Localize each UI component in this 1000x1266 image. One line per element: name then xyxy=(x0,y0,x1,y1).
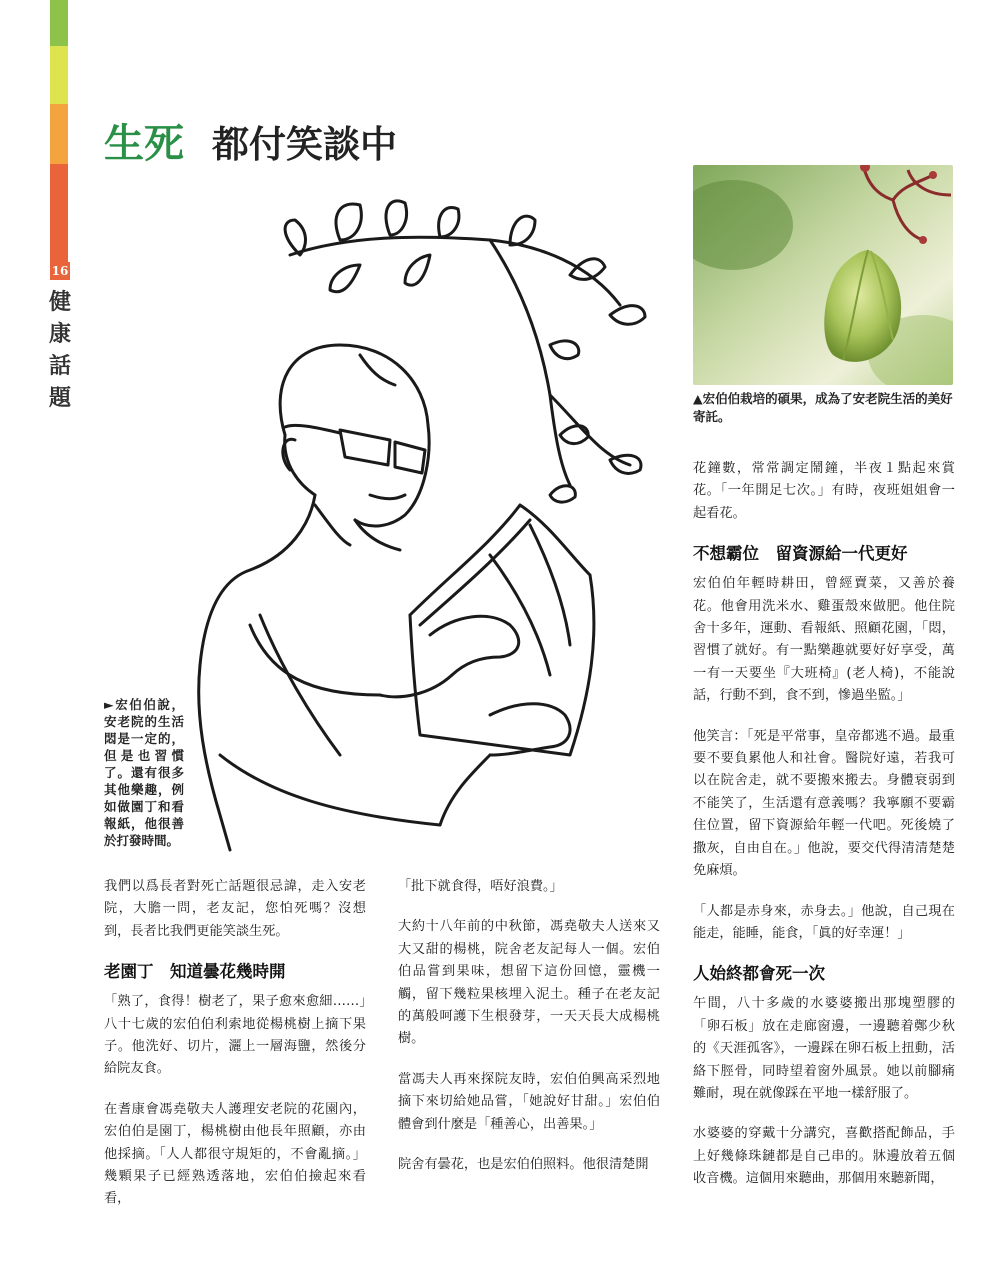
paragraph: 花鐘數，常常調定鬧鐘，半夜１點起來賞花。「一年開足七次。」有時，夜班姐姐會一起看花。 xyxy=(693,461,955,521)
paragraph: 他笑言：「死是平常事，皇帝都逃不過。最重要不要負累他人和社會。醫院好遠，若我可以在院舍走，就不要搬來搬去。身體衰弱到不能笑了，生活還有意義嗎？我寧願不要霸住位置，留下資源給年輕一代吧。死後燒了撒灰，自由自在。」他說，要交代得清清楚楚免麻煩。 xyxy=(693,728,955,879)
elderly-man-reading-illustration xyxy=(190,195,670,855)
paragraph: 大約十八年前的中秋節，馮堯敬夫人送來又大又甜的楊桃，院舍老友記每人一個。宏伯伯品嘗到果味，想留下這份回憶，靈機一觸，留下幾粒果核埋入泥土。種子在老友記的萬般呵護下生根發芽，一天天長大成楊桃樹。 xyxy=(398,919,660,1047)
section-label: 健康話題 xyxy=(48,289,71,411)
photo-caption: ▲宏伯伯栽培的碩果，成為了安老院生活的美好寄託。 xyxy=(693,391,953,424)
paragraph: 我們以爲長者對死亡話題很忌諱，走入安老院，大膽一問，老友記，您怕死嗎？沒想到，長者比我們更能笑談生死。 xyxy=(104,879,366,939)
paragraph: 「批下就食得，唔好浪費。」 xyxy=(398,879,563,894)
paragraph: 「人都是赤身來，赤身去。」他說，自己現在能走，能睡，能食，「眞的好幸運！」 xyxy=(693,903,955,941)
article-title xyxy=(104,112,397,169)
paragraph: 在耆康會馮堯敬夫人護理安老院的花園內，宏伯伯是園丁，楊桃樹由他長年照顧，亦由他採摘。「人人都很守規矩的，不會亂摘。」幾顆果子已經熟透落地，宏伯伯撿起來看看， xyxy=(104,1101,366,1207)
color-bar-orange xyxy=(50,104,68,164)
paragraph: 午間，八十多歲的水婆婆搬出那塊塑膠的「卵石板」放在走廊窗邊，一邊聽着鄭少秋的《天涯孤客》，一邊踩在卵石板上扭動，活絡下脛骨，同時望着窗外風景。她以前腳痛難耐，現在就像踩在平地一樣舒服了。 xyxy=(693,996,955,1101)
subheading-resources: 不想霸位 留資源給一代更好 xyxy=(693,544,908,564)
paragraph: 「熟了，食得！樹老了，果子愈來愈細……」八十七歲的宏伯伯利索地從楊桃樹上摘下果子。他洗好、切片，灑上一層海鹽，然後分給院友食。 xyxy=(104,994,366,1077)
paragraph: 院舍有曇花，也是宏伯伯照料。他很清楚開 xyxy=(398,1157,649,1173)
starfruit-photo xyxy=(693,165,953,385)
illustration-caption: ►宏伯伯說，安老院的生活悶是一定的，但是也習慣了。還有很多其他樂趣，例如做園丁和看報紙，他很善於打發時間。 xyxy=(104,697,184,848)
color-bar-green xyxy=(50,0,68,46)
title-sub: 都付笑談中 xyxy=(212,122,397,166)
subheading-death: 人始終都會死一次 xyxy=(693,964,825,984)
color-bar-yellow xyxy=(50,46,68,104)
paragraph: 當馮夫人再來探院友時，宏伯伯興高采烈地摘下來切給她品嘗，「她說好甘甜。」宏伯伯體會到什麼是「種善心，出善果。」 xyxy=(398,1071,660,1132)
article-column-3 xyxy=(693,458,955,1209)
color-bar-red xyxy=(50,164,68,262)
paragraph: 宏伯伯年輕時耕田，曾經賣菜，又善於養花。他會用洗米水、雞蛋殼來做肥。他住院舍十多年，運動、看報紙、照顧花園，「悶，習慣了就好。有一點樂趣就要好好享受，萬一有一天要坐『大班椅』(老人椅)，不能說話，行動不到，食不到，慘過坐監。」 xyxy=(693,576,955,704)
subheading-gardener: 老園丁 知道曇花幾時開 xyxy=(104,962,286,982)
paragraph: 水婆婆的穿戴十分講究，喜歡搭配飾品，手上好幾條珠鏈都是自己串的。牀邊放着五個收音機。這個用來聽曲，那個用來聽新聞， xyxy=(693,1126,955,1187)
article-column-2 xyxy=(398,876,660,1194)
page-number: 16 xyxy=(51,264,69,278)
article-column-1 xyxy=(104,876,366,1229)
title-main: 生死 xyxy=(104,121,184,167)
